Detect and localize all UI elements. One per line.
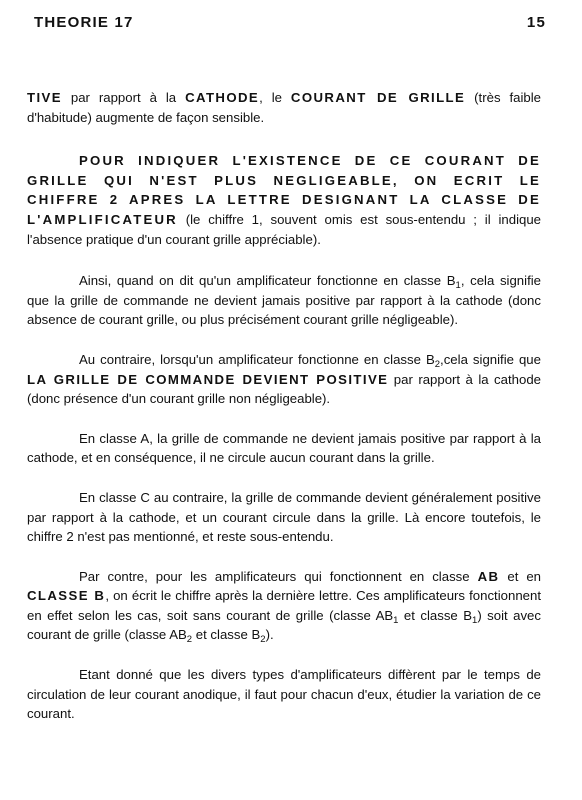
text-run: (très faible d'habitude) augmente de façon sensible. xyxy=(27,90,542,125)
caps-text: COURANT DE GRILLE xyxy=(290,90,466,105)
text-run: et classe B xyxy=(398,607,473,623)
caps-text: AB xyxy=(477,568,500,584)
paragraph-3 xyxy=(27,271,541,330)
text-run: Par contre, pour les amplificateurs qui fonctionnent en classe xyxy=(79,568,478,584)
page-number: 15 xyxy=(526,13,546,31)
paragraph-5 xyxy=(27,429,541,468)
subscript: 2 xyxy=(434,358,441,370)
text-run: , cela signifie que la grille de commande ne devient jamais positive par rapport à la cathode (donc absence de courant grille, ou plus précisément courant grille négligeable). xyxy=(27,273,541,328)
text-run: par rapport à la cathode (donc présence d'un courant grille non négligeable). xyxy=(27,371,541,407)
text-run: ). xyxy=(265,627,274,643)
caps-text: TIVE xyxy=(27,90,62,105)
caps-text: CATHODE xyxy=(185,90,260,105)
text-run: , on écrit le chiffre après la dernière lettre. Ces amplificateurs fonctionnent en effet selon les cas, soit sans courant de grille (classe AB xyxy=(27,588,541,623)
text-run: ) soit avec courant de grille (classe AB xyxy=(27,607,541,643)
text-run: (le chiffre 1, souvent omis est sous-entendu ; il indique l'absence pratique d'un courant grille appréciable). xyxy=(27,211,541,247)
subscript: 2 xyxy=(186,634,193,646)
text-run: par rapport à la xyxy=(61,90,186,105)
paragraph-2 xyxy=(27,151,541,249)
text-run: Ainsi, quand on dit qu'un amplificateur fonctionne en classe B xyxy=(79,273,456,289)
subscript: 1 xyxy=(393,614,399,626)
subscript: 2 xyxy=(260,634,266,646)
body-text xyxy=(27,88,541,744)
text-run: En classe A, la grille de commande ne devient jamais positive par rapport à la cathode, et en conséquence, il ne circule aucun courant dans la grille. xyxy=(27,430,541,466)
text-run: En classe C au contraire, la grille de commande devient généralement positive par rapport à la cathode, et un courant circule dans la grille. Là encore toutefois, le chiffre 2 n'est pas mentionné, et reste sous-entendu. xyxy=(27,489,541,545)
subscript: 1 xyxy=(455,280,461,292)
text-run: Au contraire, lorsqu'un amplificateur fonctionne en classe B xyxy=(79,351,435,367)
paragraph-8 xyxy=(27,665,541,724)
text-run: Etant donné que les divers types d'amplificateurs diffèrent par le temps de circulation de leur courant anodique, il faut pour chacun d'eux, étudier la variation de ce courant. xyxy=(27,667,541,722)
caps-text: LA GRILLE DE COMMANDE DEVIENT POSITIVE xyxy=(27,371,389,387)
caps-text: CLASSE B xyxy=(27,588,106,604)
text-run: ,cela signifie que xyxy=(440,351,541,367)
text-run: et classe B xyxy=(192,627,261,643)
chapter-title: THEORIE 17 xyxy=(34,13,134,31)
paragraph-4 xyxy=(27,350,541,409)
subscript: 1 xyxy=(472,614,478,626)
paragraph-7 xyxy=(27,567,541,645)
paragraph-6 xyxy=(27,488,541,547)
paragraph-1 xyxy=(27,88,541,127)
caps-text: POUR INDIQUER L'EXISTENCE DE CE COURANT DE GRILLE QUI N'EST PLUS NEGLIGEABLE, ON ECRIT LE CHIFFRE 2 APRES LA LETTRE DESIGNANT LA CLASSE DE L'AMPLIFICATEUR xyxy=(27,153,541,227)
page-header xyxy=(34,12,546,32)
text-run: , le xyxy=(259,90,291,105)
text-run: et en xyxy=(499,568,542,584)
